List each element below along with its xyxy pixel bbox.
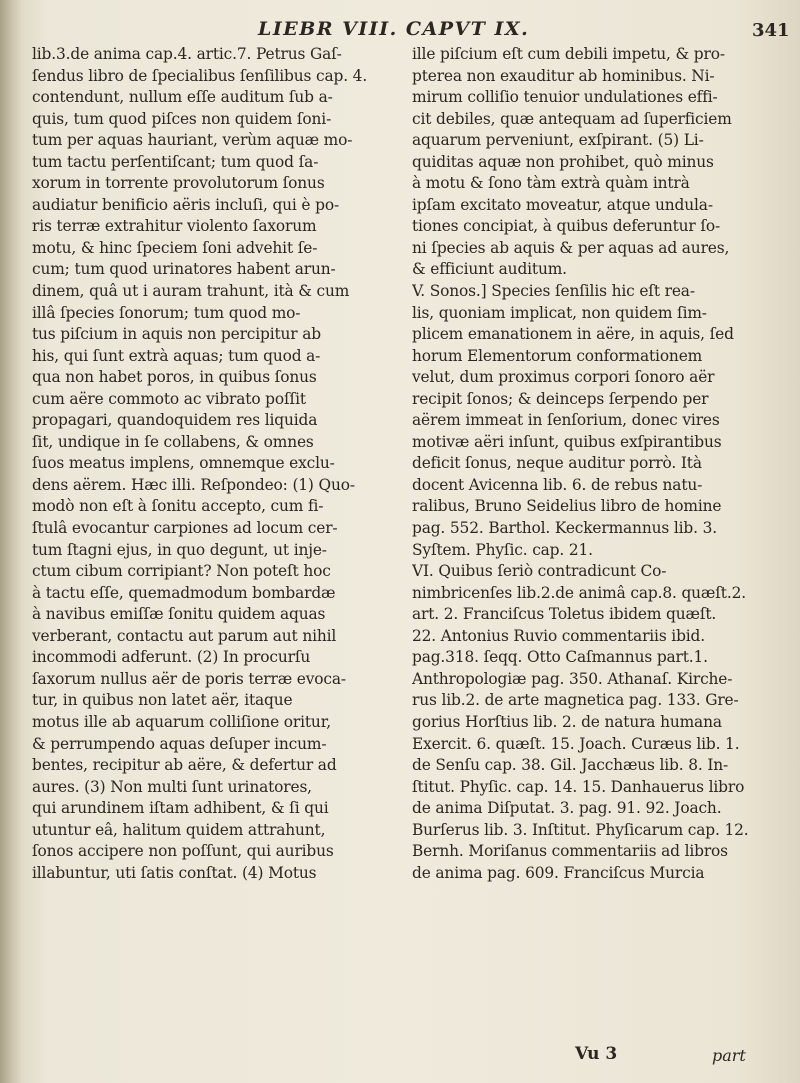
text-line: horum Elementorum conformationem [412, 346, 703, 365]
text-line: Exercit. 6. quæſt. 15. Joach. Curæus lib. 1. [412, 734, 740, 753]
text-line: mirum colliſio tenuior undulationes effi- [412, 88, 718, 107]
text-line: plicem emanationem in aëre, in aquis, ſed [412, 325, 734, 344]
text-line: deficit ſonus, neque auditur porrò. Ità [412, 454, 702, 473]
text-line: dens aërem. Hæc illi. Reſpondeo: (1) Quo- [32, 475, 355, 494]
text-line: quiditas aquæ non prohibet, quò minus [412, 152, 714, 171]
page-number: 341 [752, 20, 790, 41]
text-line: utuntur eâ, halitum quidem attrahunt, [32, 820, 326, 839]
text-line: dinem, quâ ut i auram trahunt, ità & cum [32, 282, 350, 301]
text-line: ſit, undique in ſe collabens, & omnes [32, 432, 314, 451]
text-line: tiones concipiat, à quibus deferuntur ſo- [412, 217, 721, 236]
right-text-column [412, 44, 790, 884]
text-line: de anima pag. 609. Franciſcus Murcia [412, 863, 705, 882]
text-line: modò non eſt à ſonitu accepto, cum fi- [32, 497, 324, 516]
text-line: cit debiles, quæ antequam ad ſuperficiem [412, 109, 732, 128]
text-line: tur, in quibus non latet aër, itaque [32, 691, 293, 710]
text-line: ctum cibum corripiant? Non poteſt hoc [32, 562, 331, 581]
text-line: & perrumpendo aquas deſuper incum- [32, 734, 327, 753]
signature-mark: Vu 3 [575, 1044, 618, 1064]
text-line: nimbricenſes lib.2.de animâ cap.8. quæſt.2. [412, 583, 746, 602]
text-line: Bernh. Moriſanus commentariis ad libros [412, 842, 728, 861]
text-line: ille piſcium eſt cum debili impetu, & pro- [412, 45, 725, 63]
text-line: aures. (3) Non multi ſunt urinatores, [32, 777, 312, 796]
text-line: illâ ſpecies ſonorum; tum quod mo- [32, 303, 301, 322]
text-line: de anima Diſputat. 3. pag. 91. 92. Joach. [412, 799, 722, 818]
text-line: motu, & hinc ſpeciem ſoni advehit ſe- [32, 238, 318, 257]
text-line: à tactu eſſe, quemadmodum bombardæ [32, 583, 336, 602]
text-line: his, qui ſunt extrà aquas; tum quod a- [32, 346, 321, 365]
text-line: ipſam excitato moveatur, atque undula- [412, 195, 713, 214]
text-line: aquarum perveniunt, exſpirant. (5) Li- [412, 131, 704, 150]
text-line: pterea non exauditur ab hominibus. Ni- [412, 66, 715, 85]
text-line: ſendus libro de ſpecialibus ſenſilibus cap. 4. [32, 66, 368, 85]
text-line: ſtitut. Phyſic. cap. 14. 15. Danhauerus libro [412, 777, 745, 796]
text-line: motus ille ab aquarum colliſione oritur, [32, 712, 331, 731]
text-line: ris terræ extrahitur violento ſaxorum [32, 217, 317, 236]
text-line: rus lib.2. de arte magnetica pag. 133. Gre- [412, 691, 739, 710]
text-line: illabuntur, uti ſatis conſtat. (4) Motus [32, 863, 317, 882]
catchword: part [712, 1046, 746, 1065]
text-line: ſtulâ evocantur carpiones ad locum cer- [32, 519, 338, 538]
text-line: à motu & ſono tàm extrà quàm intrà [412, 174, 690, 193]
text-line: audiatur benificio aëris incluſi, qui è po- [32, 195, 339, 214]
left-text-column [32, 44, 392, 884]
text-line: à navibus emiſſæ ſonitu quidem aquas [32, 605, 326, 624]
text-line: ſuos meatus implens, omnemque exclu- [32, 454, 335, 473]
text-line: propagari, quandoquidem res liquida [32, 411, 318, 430]
text-line: cum; tum quod urinatores habent arun- [32, 260, 336, 279]
text-line: tum per aquas hauriant, verùm aquæ mo- [32, 131, 353, 150]
text-line: verberant, contactu aut parum aut nihil [32, 626, 337, 645]
text-line: velut, dum proximus corpori ſonoro aër [412, 368, 715, 387]
text-line: ſaxorum nullus aër de poris terræ evoca- [32, 669, 346, 688]
text-line: de Senſu cap. 38. Gil. Jacchæus lib. 8. In- [412, 756, 729, 775]
text-line: ralibus, Bruno Seidelius libro de homine [412, 497, 722, 516]
text-line: gorius Horſtius lib. 2. de natura humana [412, 712, 722, 731]
text-line: tus piſcium in aquis non percipitur ab [32, 325, 321, 344]
text-line: xorum in torrente provolutorum ſonus [32, 174, 325, 193]
page-footer [0, 1044, 800, 1074]
text-line: pag.318. ſeqq. Otto Caſmannus part.1. [412, 648, 708, 667]
text-line: lib.3.de anima cap.4. artic.7. Petrus Gaſ- [32, 45, 342, 63]
text-line: qua non habet poros, in quibus ſonus [32, 368, 317, 387]
text-line: recipit ſonos; & deinceps ſerpendo per [412, 389, 709, 408]
text-line: lis, quoniam implicat, non quidem ſim- [412, 303, 707, 322]
page-header [0, 14, 800, 44]
text-line: tum ſtagni ejus, in quo degunt, ut inje- [32, 540, 327, 559]
text-line: Anthropologiæ pag. 350. Athanaſ. Kirche- [412, 669, 733, 688]
text-line: quis, tum quod piſces non quidem ſoni- [32, 109, 332, 128]
text-line: Syſtem. Phyſic. cap. 21. [412, 540, 593, 559]
text-line: V. Sonos.] Species ſenſilis hic eſt rea- [412, 282, 695, 301]
running-head: LIEBR VIII. CAPVT IX. [258, 18, 530, 40]
text-line: ſonos accipere non poſſunt, qui auribus [32, 842, 334, 861]
text-line: cum aëre commoto ac vibrato poſſit [32, 389, 306, 408]
text-line: pag. 552. Barthol. Keckermannus lib. 3. [412, 519, 717, 538]
text-line: motivæ aëri inſunt, quibus exſpirantibus [412, 432, 722, 451]
page-spine-shadow [0, 0, 22, 1083]
text-line: tum tactu perſentiſcant; tum quod ſa- [32, 152, 319, 171]
text-line: 22. Antonius Ruvio commentariis ibid. [412, 626, 705, 645]
text-line: ni ſpecies ab aquis & per aquas ad aures, [412, 238, 730, 257]
text-line: & efficiunt auditum. [412, 260, 567, 279]
text-line: aërem immeat in ſenſorium, donec vires [412, 411, 720, 430]
text-line: contendunt, nullum eſſe auditum ſub a- [32, 88, 333, 107]
text-line: Burſerus lib. 3. Inſtitut. Phyſicarum cap. 12. [412, 820, 749, 839]
text-line: art. 2. Franciſcus Toletus ibidem quæſt. [412, 605, 717, 624]
text-line: VI. Quibus ſeriò contradicunt Co- [412, 562, 667, 581]
text-line: incommodi adferunt. (2) In procurſu [32, 648, 311, 667]
text-line: qui arundinem iſtam adhibent, & ſi qui [32, 799, 329, 818]
text-line: bentes, recipitur ab aëre, & defertur ad [32, 756, 337, 775]
text-line: docent Avicenna lib. 6. de rebus natu- [412, 475, 703, 494]
